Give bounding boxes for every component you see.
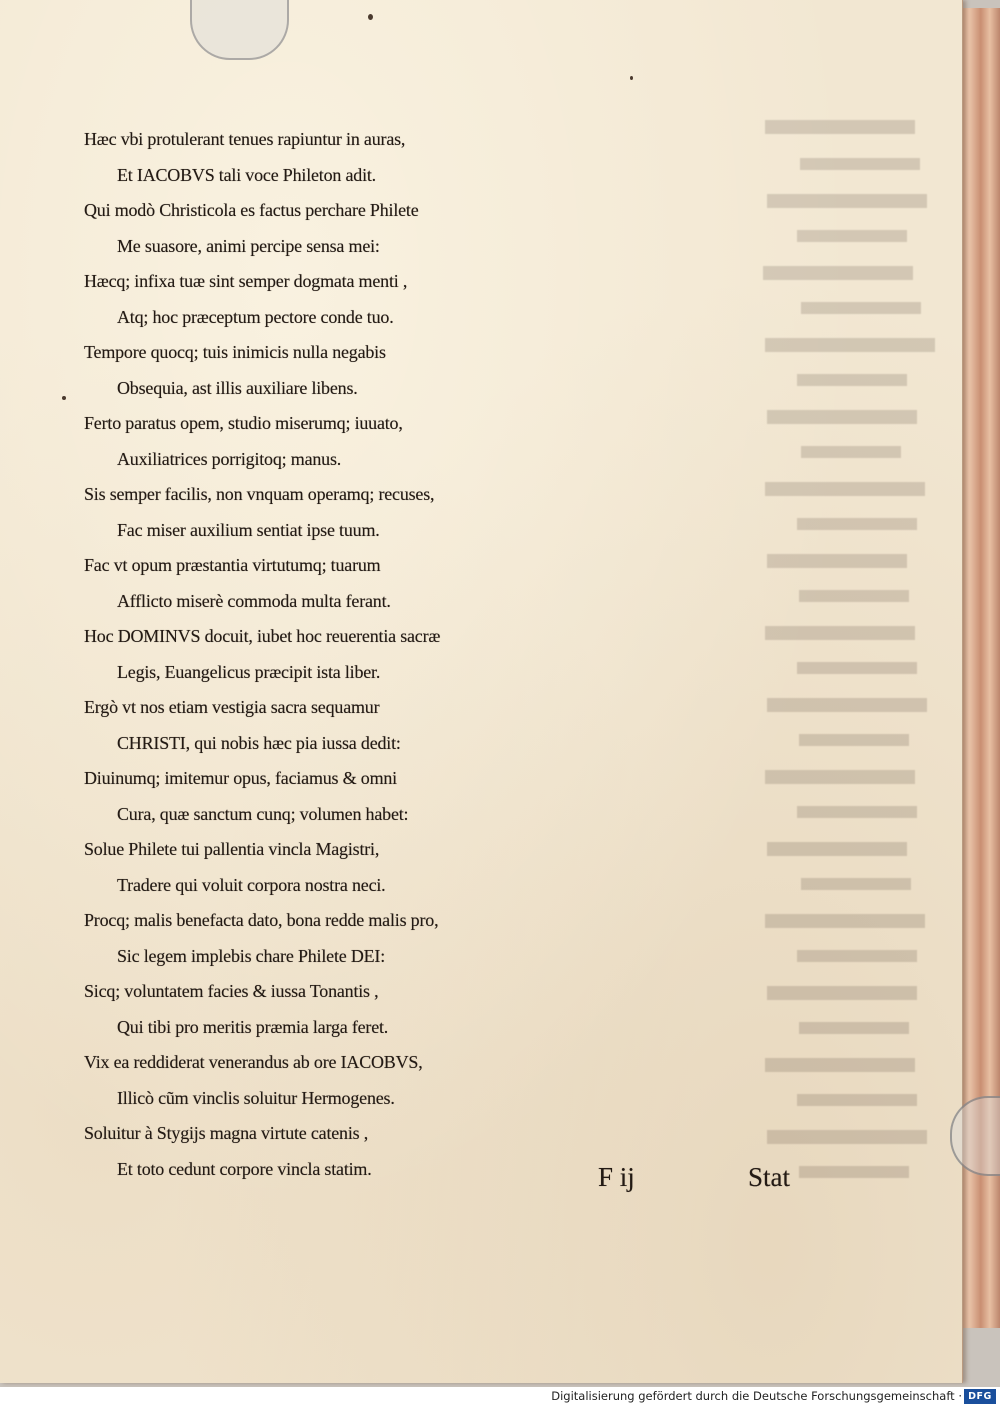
verse-line: Cura, quæ sanctum cunq; volumen habet: — [117, 803, 409, 824]
ink-speck — [62, 396, 66, 400]
verse-line: Hoc DOMINVS docuit, iubet hoc reuerentia sacræ — [84, 626, 441, 646]
verse-line: Solue Philete tui pallentia vincla Magistri, — [84, 839, 380, 859]
verse-line: Diuinumq; imitemur opus, faciamus & omni — [84, 768, 397, 788]
verse-line: Et toto cedunt corpore vincla statim. — [117, 1158, 372, 1179]
verse-line: Atq; hoc præceptum pectore conde tuo. — [117, 306, 394, 327]
footer-bar — [0, 1387, 1000, 1406]
verse-line: Ergò vt nos etiam vestigia sacra sequamur — [84, 697, 380, 717]
page-catchline — [598, 1162, 818, 1198]
verse-line: Sic legem implebis chare Philete DEI: — [117, 945, 386, 966]
verse-line: CHRISTI, qui nobis hæc pia iussa dedit: — [117, 732, 401, 753]
signature-mark: F ij — [598, 1162, 635, 1192]
catchword: Stat — [748, 1162, 791, 1192]
verse-line: Ferto paratus opem, studio miserumq; iuuato, — [84, 413, 403, 433]
paper-clip-top — [190, 0, 289, 60]
verse-line: Et IACOBVS tali voce Phileton adit. — [117, 164, 376, 185]
verse-line: Auxiliatrices porrigitoq; manus. — [117, 448, 342, 469]
dfg-logo: DFG — [964, 1389, 996, 1404]
verse-line: Procq; malis benefacta dato, bona redde malis pro, — [84, 910, 439, 930]
verse-line: Qui modò Christicola es factus perchare Philete — [84, 200, 419, 220]
verse-line: Hæc vbi protulerant tenues rapiuntur in auras, — [84, 129, 406, 149]
verse-line: Soluitur à Stygijs magna virtute catenis , — [84, 1123, 369, 1143]
verse-line: Sicq; voluntatem facies & iussa Tonantis , — [84, 981, 379, 1001]
poem-text — [84, 122, 824, 1187]
verse-line: Tempore quocq; tuis inimicis nulla negabis — [84, 342, 386, 362]
verse-line: Afflicto miserè commoda multa ferant. — [117, 590, 391, 611]
verse-line: Tradere qui voluit corpora nostra neci. — [117, 874, 386, 895]
verse-line: Illicò cũm vinclis soluitur Hermogenes. — [117, 1087, 395, 1108]
verse-line: Hæcq; infixa tuæ sint semper dogmata menti , — [84, 271, 408, 291]
verse-line: Qui tibi pro meritis præmia larga feret. — [117, 1016, 389, 1037]
verse-line: Legis, Euangelicus præcipit ista liber. — [117, 661, 381, 682]
verse-line: Obsequia, ast illis auxiliare libens. — [117, 377, 358, 398]
verse-line: Sis semper facilis, non vnquam operamq; recuses, — [84, 484, 435, 504]
funding-credit: Digitalisierung gefördert durch die Deutsche Forschungsgemeinschaft · — [551, 1389, 962, 1403]
verse-line: Me suasore, animi percipe sensa mei: — [117, 235, 380, 256]
verse-line: Fac vt opum præstantia virtutumq; tuarum — [84, 555, 381, 575]
verse-line: Vix ea reddiderat venerandus ab ore IACOBVS, — [84, 1052, 423, 1072]
ink-speck — [630, 76, 633, 80]
verse-line: Fac miser auxilium sentiat ipse tuum. — [117, 519, 380, 540]
ink-speck — [368, 14, 373, 20]
